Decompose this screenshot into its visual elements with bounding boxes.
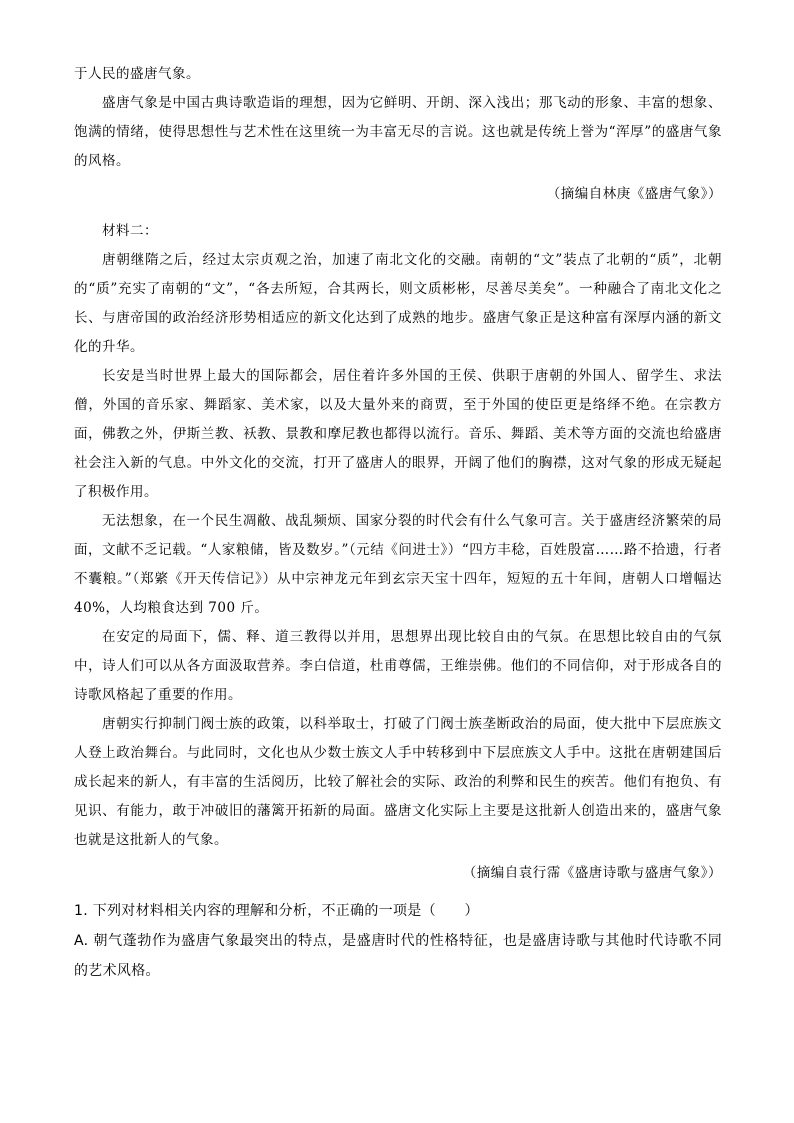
paragraph-economy: 无法想象，在一个民生凋敝、战乱频烦、国家分裂的时代会有什么气象可言。关于盛唐经济繁荣的局面，文献不乏记载。“人家粮储，皆及数岁。”（元结《问进士》）“四方丰稔，百姓殷富……路不拾遗，行者不囊粮。”（郑綮《开天传信记》）从中宗神龙元年到玄宗天宝十四年，短短的五十年间，唐朝人口增幅达 40%，人均粮食达到 700 斤。 <box>74 513 722 616</box>
source-citation-yuan-xingpei: （摘编自袁行霈《盛唐诗歌与盛唐气象》） <box>462 865 722 881</box>
option-a: A. 朝气蓬勃作为盛唐气象最突出的特点，是盛唐时代的性格特征，也是盛唐诗歌与其他时代诗歌不同的艺术风格。 <box>74 933 722 979</box>
document-body <box>74 60 722 986</box>
question-1: 1. 下列对材料相关内容的理解和分析，不正确的一项是（ ） <box>74 903 479 919</box>
paragraph-keju-new-people: 唐朝实行抑制门阀士族的政策，以科举取士，打破了门阀士族垄断政治的局面，使大批中下层庶族文人登上政治舞台。与此同时，文化也从少数士族文人手中转移到中下层庶族文人手中。这批在唐朝建国后成长起来的新人，有丰富的生活阅历，比较了解社会的实际、政治的利弊和民生的疾苦。他们有抱负、有见识、有能力，敢于冲破旧的藩篱开拓新的局面。盛唐文化实际上主要是这批新人创造出来的，盛唐气象也就是这批新人的气象。 <box>74 716 722 848</box>
material-two-heading: 材料二： <box>102 223 158 239</box>
paragraph-shengtang-ideal: 盛唐气象是中国古典诗歌造诣的理想，因为它鲜明、开朗、深入浅出；那飞动的形象、丰富的想象、饱满的情绪，使得思想性与艺术性在这里统一为丰富无尽的言说。这也就是传统上誉为“浑厚”的盛唐气象的风格。 <box>74 95 722 169</box>
source-citation-lin-geng: （摘编自林庚《盛唐气象》） <box>546 186 722 202</box>
paragraph-three-religions: 在安定的局面下，儒、释、道三教得以并用，思想界出现比较自由的气氛。在思想比较自由的气氛中，诗人们可以从各方面汲取营养。李白信道，杜甫尊儒，王维崇佛。他们的不同信仰，对于形成各自的诗歌风格起了重要的作用。 <box>74 629 722 703</box>
paragraph-changan-international: 长安是当时世界上最大的国际都会，居住着许多外国的王侯、供职于唐朝的外国人、留学生、求法僧，外国的音乐家、舞蹈家、美术家，以及大量外来的商贾，至于外国的使臣更是络绎不绝。在宗教方面，佛教之外，伊斯兰教、袄教、景教和摩尼教也都得以流行。音乐、舞蹈、美术等方面的交流也给盛唐社会注入新的气息。中外文化的交流，打开了盛唐人的眼界，开阔了他们的胸襟，这对气象的形成无疑起了积极作用。 <box>74 368 722 500</box>
paragraph-north-south-culture: 唐朝继隋之后，经过太宗贞观之治，加速了南北文化的交融。南朝的“文”装点了北朝的“质”，北朝的“质”充实了南朝的“文”，“各去所短，合其两长，则文质彬彬，尽善尽美矣”。一种融合了南北文化之长、与唐帝国的政治经济形势相适应的新文化达到了成熟的地步。盛唐气象正是这种富有深厚内涵的新文化的升华。 <box>74 252 722 355</box>
paragraph-continuation: 于人民的盛唐气象。 <box>74 66 200 82</box>
